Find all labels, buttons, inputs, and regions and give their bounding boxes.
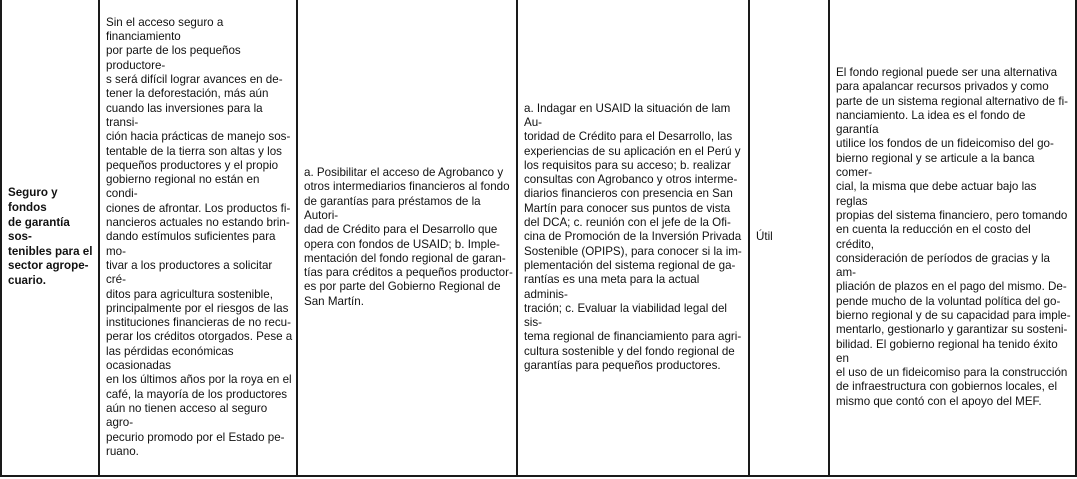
rating-text: Útil [756, 230, 773, 244]
cell-problem [98, 0, 298, 477]
cell-steps [516, 0, 750, 477]
comments-text: El fondo regional puede ser una alternativa para apalancar recursos privados y como parte de un sistema regional alternativo de fi- nanciamiento. La idea es el fondo de garantía utilice los fondos de un fideicomiso del go- bierno regional y se articule a la banca comer- cial, la misma que debe actuar bajo las reglas propias del sistema financiero, pero tomando en cuenta la reducción en el costo del crédito, consideración de períodos de gracias y la am- pliación de plazos en el pago del mismo. De- pende mucho de la voluntad política del go- bierno regional y de su capacidad para imple- mentarlo, gestionarlo y garantizar su sosteni- bilidad. El gobierno regional ha tenido éxito en el uso de un fideicomiso para la construcción de infraestructura con gobiernos locales, el mismo que contó con el apoyo del MEF. [836, 65, 1071, 408]
topic-text: Seguro y fondos de garantía sos- tenibles para el sector agrope- cuario. [8, 186, 93, 287]
steps-text: a. Indagar en USAID la situación de lam Au- toridad de Crédito para el Desarrollo, las experiencias de su aplicación en el Perú y los requisitos para su acceso; b. realizar consultas con Agrobanco y otros intermе- diarios financieros con presencia en San Martín para conocer sus puntos de vista del DCA; c. reunión con el jefe de la Ofi- cina de Promoción de la Inversión Privada Sostenible (OPIPS), para conocer si la im- plementación del sistema regional de ga- rantías es una meta para la actual adminis- tración; c. Evaluar la viabilidad legal del sis- tema regional de financiamiento para agri- cultura sostenible y del fondo regional de garantías para pequeños productores. [524, 101, 742, 373]
cell-actions [296, 0, 518, 477]
problem-text: Sin el acceso seguro a financiamiento por parte de los pequeños productore- s será difícil lograr avances en de- tener la deforestación, más aún cuando las inversiones para la transi- ción hacia prácticas de manejo sos- tentable de la tierra son altas y los pequeños productores y el propio gobierno regional no están en condi- ciones de afrontar. Los productos fi- nancieros actuales no estando brin- dando estímulos suficientes para mo- tivar a los productores a solicitar cré- ditos para agricultura sostenible, principalmente por el riesgos de las instituciones financieras de no recu- perar los créditos otorgados. Pese a las pérdidas económicas ocasionadas en los últimos años por la roya en el café, la mayoría de los productores aún no tienen acceso al seguro agro- pecurio promodo por el Estado pe- ruano. [106, 15, 293, 458]
cell-rating [748, 0, 830, 477]
cell-comments [828, 0, 1077, 477]
cell-topic [0, 0, 100, 477]
actions-text: a. Posibilitar el acceso de Agrobanco y otros intermediarios financieros al fondo de garantías para préstamos de la Autori- dad de Crédito para el Desarrollo que opera con fondos de USAID; b. Imple- mentación del fondo regional de garan- tías para créditos a pequeños productor- es por parte del Gobierno Regional de San Martín. [304, 166, 513, 308]
